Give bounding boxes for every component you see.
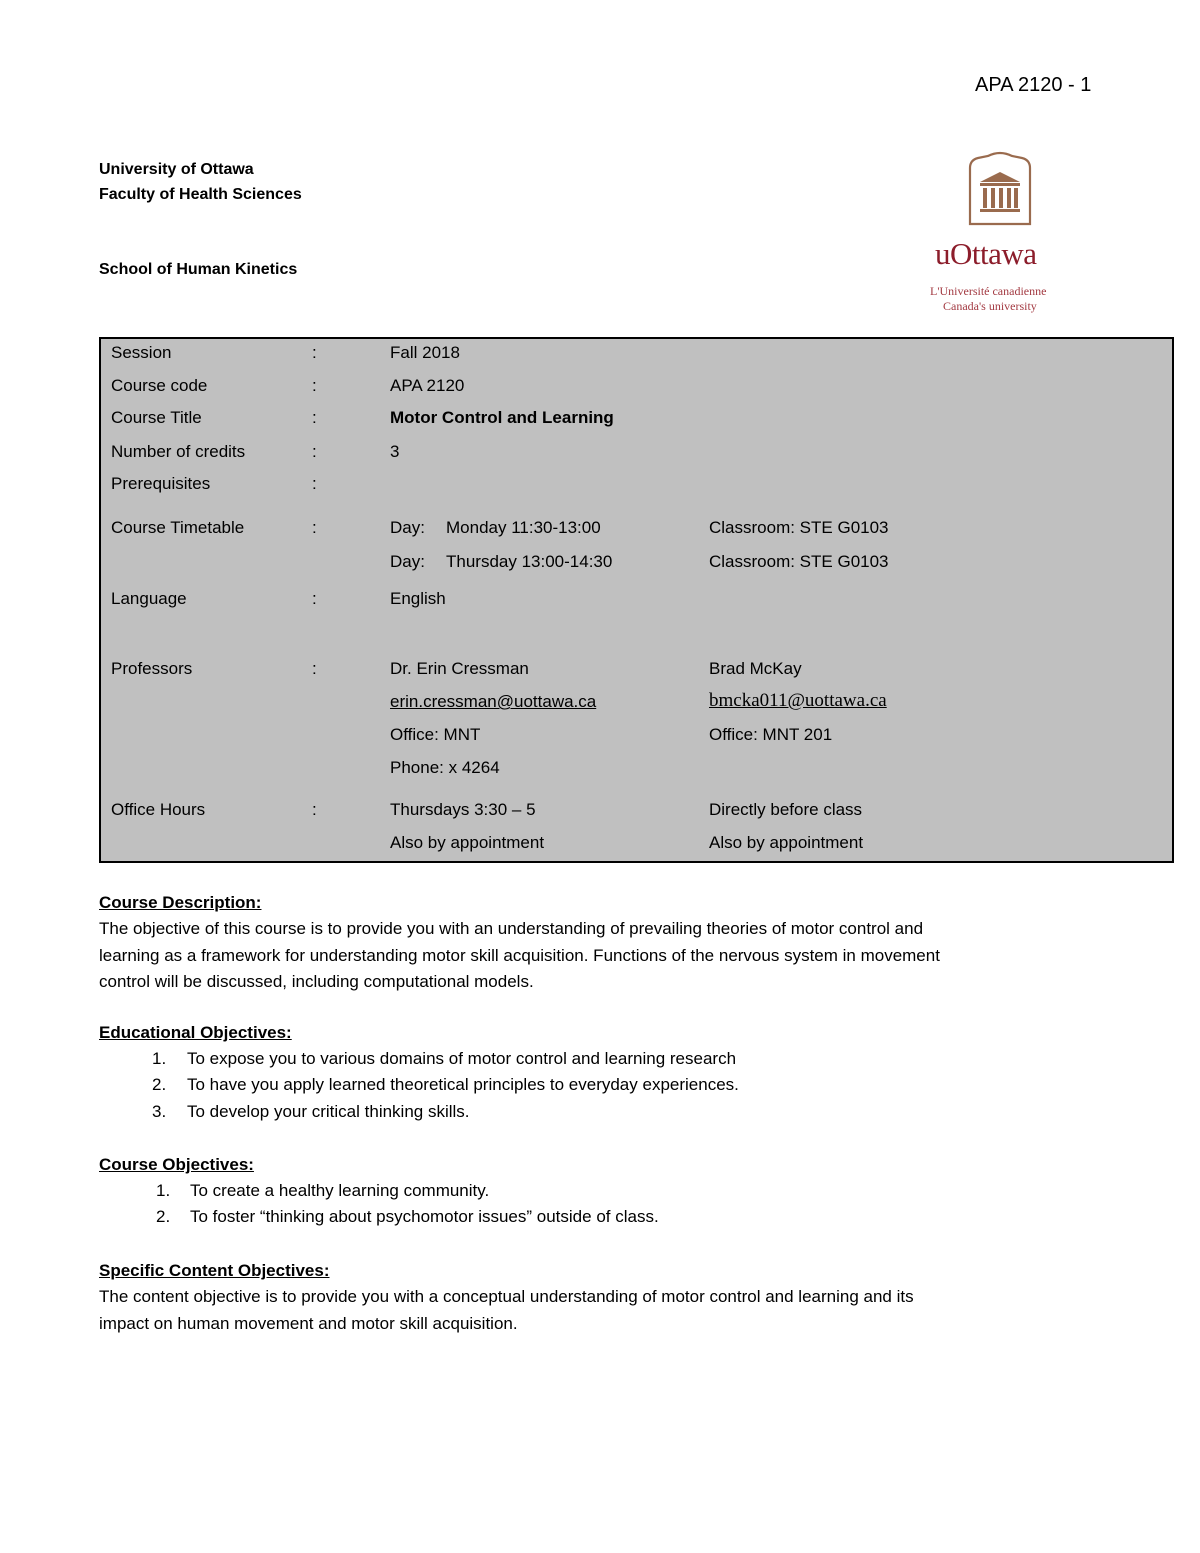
paragraph-line: The content objective is to provide you with a conceptual understanding of motor control and learning and its <box>99 1287 914 1306</box>
uottawa-building-icon <box>966 150 1034 226</box>
list-item: To foster “thinking about psychomotor issues” outside of class. <box>190 1207 659 1226</box>
office-hours-value: Thursdays 3:30 – 5 <box>390 800 536 819</box>
separator: : <box>312 659 317 678</box>
educational-objectives-heading: Educational Objectives: <box>99 1023 292 1042</box>
office-hours-value: Also by appointment <box>390 833 545 852</box>
separator: : <box>312 518 317 537</box>
course-title-value: Motor Control and Learning <box>390 408 614 427</box>
day-time: Thursday 13:00-14:30 <box>446 552 613 571</box>
list-number: 1. <box>156 1181 171 1200</box>
classroom: Classroom: STE G0103 <box>709 518 889 537</box>
credits-label: Number of credits <box>111 442 246 461</box>
day-label: Day: <box>390 552 425 571</box>
timetable-label: Course Timetable <box>111 518 245 537</box>
prerequisites-label: Prerequisites <box>111 474 211 493</box>
day-time: Monday 11:30-13:00 <box>446 518 601 537</box>
professor-office: Office: MNT 201 <box>709 725 833 744</box>
paragraph-line: impact on human movement and motor skill acquisition. <box>99 1313 518 1333</box>
separator: : <box>312 589 317 608</box>
language-value: English <box>390 589 446 608</box>
timetable-slot <box>390 552 613 572</box>
timetable-slot <box>390 518 601 538</box>
course-description-heading: Course Description: <box>99 893 262 912</box>
professor-phone: Phone: x 4264 <box>390 758 500 777</box>
list-item: To develop your critical thinking skills. <box>187 1102 470 1121</box>
university-name: University of Ottawa <box>99 161 254 178</box>
list-number: 1. <box>152 1049 167 1068</box>
logo-tagline-fr: L'Université canadienne <box>930 284 1047 298</box>
list-item: To create a healthy learning community. <box>190 1181 490 1200</box>
credits-value: 3 <box>390 442 400 461</box>
classroom: Classroom: STE G0103 <box>709 552 889 571</box>
specific-content-objectives-heading: Specific Content Objectives: <box>99 1261 330 1280</box>
day-label: Day: <box>390 518 425 537</box>
list-number: 2. <box>152 1075 167 1094</box>
paragraph-line: learning as a framework for understanding motor skill acquisition. Functions of the nervous system in movement <box>99 945 940 965</box>
professor-name: Dr. Erin Cressman <box>390 659 529 678</box>
professor-email-link[interactable]: bmcka011@uottawa.ca <box>709 690 887 711</box>
list-item: To expose you to various domains of motor control and learning research <box>187 1049 737 1068</box>
professor-name: Brad McKay <box>709 659 802 678</box>
list-number: 3. <box>152 1102 167 1121</box>
professor-email-link[interactable]: erin.cressman@uottawa.ca <box>390 692 597 711</box>
course-code-label: Course code <box>111 376 208 395</box>
separator: : <box>312 442 317 461</box>
separator: : <box>312 408 317 427</box>
paragraph-line: control will be discussed, including computational models. <box>99 972 534 991</box>
school-name: School of Human Kinetics <box>99 261 298 278</box>
separator: : <box>312 474 317 493</box>
office-hours-value: Also by appointment <box>709 833 864 852</box>
separator: : <box>312 376 317 395</box>
course-title-label: Course Title <box>111 408 202 427</box>
separator: : <box>312 343 317 362</box>
page-number: APA 2120 - 1 <box>975 74 1092 96</box>
office-hours-label: Office Hours <box>111 800 206 819</box>
professors-label: Professors <box>111 659 193 678</box>
course-code-value: APA 2120 <box>390 376 465 395</box>
specific-content-objectives-text <box>99 1284 1099 1337</box>
session-value: Fall 2018 <box>390 343 460 362</box>
institution-header <box>99 157 302 207</box>
list-item: To have you apply learned theoretical principles to everyday experiences. <box>187 1075 739 1094</box>
office-hours-value: Directly before class <box>709 800 863 819</box>
list-number: 2. <box>156 1207 171 1226</box>
course-objectives-heading: Course Objectives: <box>99 1155 254 1174</box>
language-label: Language <box>111 589 187 608</box>
session-label: Session <box>111 343 172 362</box>
logo-wordmark: uOttawa <box>935 236 1037 271</box>
course-info-table <box>99 337 1174 863</box>
faculty-name: Faculty of Health Sciences <box>99 186 302 203</box>
logo-tagline-en: Canada's university <box>943 299 1037 313</box>
separator: : <box>312 800 317 819</box>
paragraph-line: The objective of this course is to provide you with an understanding of prevailing theories of motor control and <box>99 919 924 938</box>
professor-office: Office: MNT <box>390 725 481 744</box>
course-description-text <box>99 916 1099 996</box>
